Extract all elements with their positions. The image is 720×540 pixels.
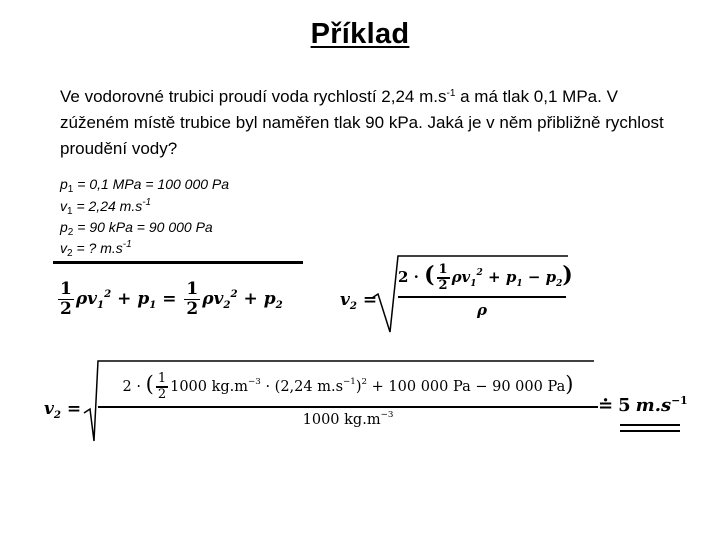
computation-result	[598, 395, 688, 416]
given-v2-exponent: -1	[122, 239, 132, 250]
given-p1-value: = 0,1 MPa = 100 000 Pa	[73, 176, 230, 192]
given-v1	[60, 197, 152, 217]
num-velocity: (2,24 m.s	[274, 379, 344, 396]
result-unit: m.s	[635, 395, 672, 416]
den-density: 1000 kg.m	[302, 411, 381, 428]
derived-fraction: 2 · ( $\frac{1}{2}$ $\rho v_1^2 + p_1 - p_2$) ρ	[398, 261, 573, 319]
given-p1-subscript: 1	[67, 184, 74, 195]
given-v1-subscript: 1	[67, 206, 73, 217]
page-title: Příklad	[310, 18, 410, 50]
num-pressure-1: 100 000 Pa	[388, 379, 471, 396]
given-v1-value: = 2,24 m.s	[72, 198, 143, 214]
given-p2-subscript: 2	[67, 227, 74, 238]
given-v2-subscript: 2	[67, 248, 73, 259]
given-divider	[53, 261, 303, 264]
derived-v2-label: $v_2$ =	[340, 290, 378, 312]
given-p2-symbol: p	[60, 219, 68, 235]
given-v2	[60, 239, 132, 259]
problem-exponent: -1	[446, 88, 456, 99]
given-v2-value: = ? m.s	[72, 240, 123, 256]
problem-text-2: a má tlak 0,1 MPa. V zúženém místě trubice byl naměřen tlak 90 kPa. Jaká je v něm přibližně rychlost proudění vody?	[60, 87, 664, 158]
problem-statement	[60, 84, 685, 162]
result-value: 5	[618, 395, 631, 416]
given-p2	[60, 219, 213, 238]
given-p2-value: = 90 kPa = 90 000 Pa	[73, 219, 213, 235]
computation-v2-label: $v_2$ =	[44, 399, 82, 421]
num-density: 1000 kg.m	[170, 379, 249, 396]
result-exponent: −1	[671, 394, 688, 407]
num-pressure-2: 90 000 Pa	[492, 379, 566, 396]
problem-text-1: Ve vodorovné trubici proudí voda rychlostí 2,24 m.s	[60, 87, 447, 106]
given-v1-exponent: -1	[142, 197, 152, 208]
result-underline-bottom	[620, 430, 680, 432]
given-v1-symbol: v	[60, 198, 67, 214]
given-v2-symbol: v	[60, 240, 67, 256]
given-p1-symbol: p	[60, 176, 68, 192]
given-p1	[60, 176, 230, 195]
bernoulli-equation: $\frac{1}{2}$ $\rho v_1^2 + p_1$ = $\frac{1}{2}$ $\rho v_2^2 + p_2$	[60, 279, 283, 320]
result-approx-sign: ≐	[598, 395, 614, 416]
computation-fraction: 2 · ( $\frac{1}{2}$ 1000 $kg.m^{-3} \cdot (2,24$ $m.s^{-1})^2 + 100$ 000 Pa − 90 000 Pa) 1000 $kg.m^{-3}$	[98, 372, 598, 428]
result-underline-top	[620, 424, 680, 426]
